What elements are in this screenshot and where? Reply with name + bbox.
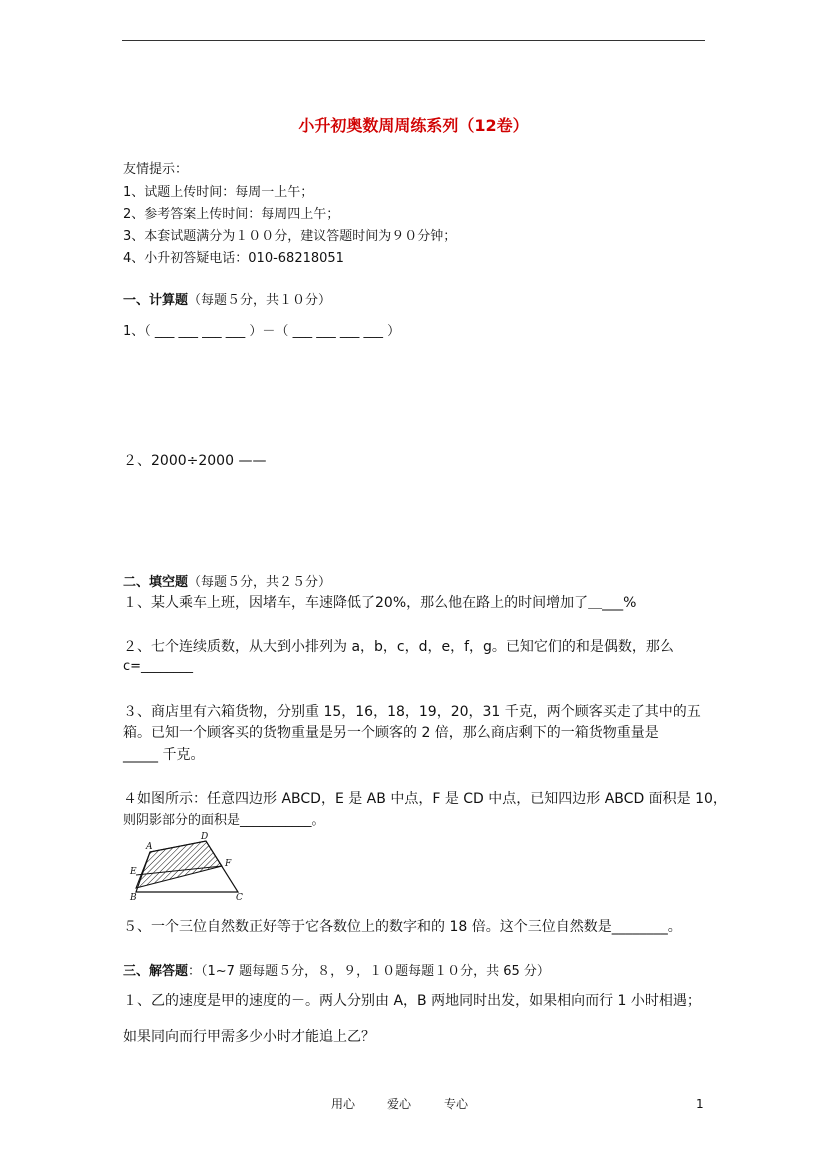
label-c: C (236, 893, 243, 903)
section2-question-3-line2: 箱。已知一个顾客买的货物重量是另一个顾客的 2 倍，那么商店剩下的一箱货物重量是 (123, 725, 659, 741)
notice-item: 2、参考答案上传时间：每周四上午； (123, 207, 340, 222)
section2-question-5: ５、一个三位自然数正好等于它各数位上的数字和的 18 倍。这个三位自然数是________。 (123, 919, 682, 935)
page-number: 1 (696, 1097, 704, 1111)
section2-question-2-line2: c=________ (123, 659, 194, 674)
section2-header (123, 571, 331, 590)
footer-item: 爱心 (387, 1097, 412, 1111)
section3-question-1-line1: １、乙的速度是甲的速度的－。两人分别由 A，B 两地同时出发，如果相向而行 1 小时相遇； (123, 993, 701, 1009)
notice-item: 3、本套试题满分为１００分，建议答题时间为９０分钟； (123, 229, 457, 244)
section2-question-4-line1: ４如图所示：任意四边形 ABCD，E 是 AB 中点，F 是 CD 中点，已知四边形 ABCD 面积是 10， (123, 791, 727, 807)
notice-item: 1、试题上传时间：每周一上午； (123, 185, 314, 200)
section1-question-2: ２、2000÷2000 —— (123, 453, 267, 469)
section3-note: ：（1~7 题每题５分，８，９，１０题每题１０分，共 65 分） (188, 964, 550, 979)
label-e: E (130, 867, 137, 877)
section2-question-3-line1: ３、商店里有六箱货物，分别重 15，16，18，19，20，31 千克，两个顾客买走了其中的五 (123, 704, 701, 720)
section2-question-2-line1: ２、七个连续质数，从大到小排列为 a，b，c，d，e，f，g。已知它们的和是偶数，那么 (123, 639, 674, 655)
section3-question-1-line2: 如果同向而行甲需多少小时才能追上乙？ (123, 1029, 375, 1045)
section2-heading: 二、填空题 (123, 575, 189, 590)
section1-heading: 一、计算题 (123, 293, 189, 308)
section2-question-1: １、某人乘车上班，因堵车，车速降低了20%，那么他在路上的时间增加了＿___% (123, 595, 637, 611)
section2-question-4-line2: 则阴影部分的面积是___________。 (123, 813, 325, 828)
quadrilateral-figure (128, 830, 250, 904)
footer-item: 用心 (331, 1097, 356, 1111)
header-rule (122, 40, 705, 41)
section2-note: （每题５分，共２５分） (188, 575, 332, 590)
page-title: 小升初奥数周周练系列（12卷） (298, 116, 529, 135)
notice-item: 4、小升初答疑电话：010-68218051 (123, 251, 344, 266)
notice-heading: 友情提示： (123, 162, 189, 177)
section1-question-1: 1、（ ___ ___ ___ ___ ）－（ ___ ___ ___ ___ ） (123, 324, 401, 339)
section2-question-3-line3: _____ 千克。 (123, 747, 205, 763)
section1-header (123, 289, 331, 308)
section1-note: （每题５分，共１０分） (188, 293, 332, 308)
label-b: B (130, 893, 137, 903)
label-f: F (225, 859, 232, 869)
label-a: A (146, 842, 153, 852)
label-d: D (201, 832, 209, 842)
section3-heading: 三、解答题 (123, 964, 189, 979)
footer-item: 专心 (444, 1097, 469, 1111)
section3-header (123, 960, 550, 979)
